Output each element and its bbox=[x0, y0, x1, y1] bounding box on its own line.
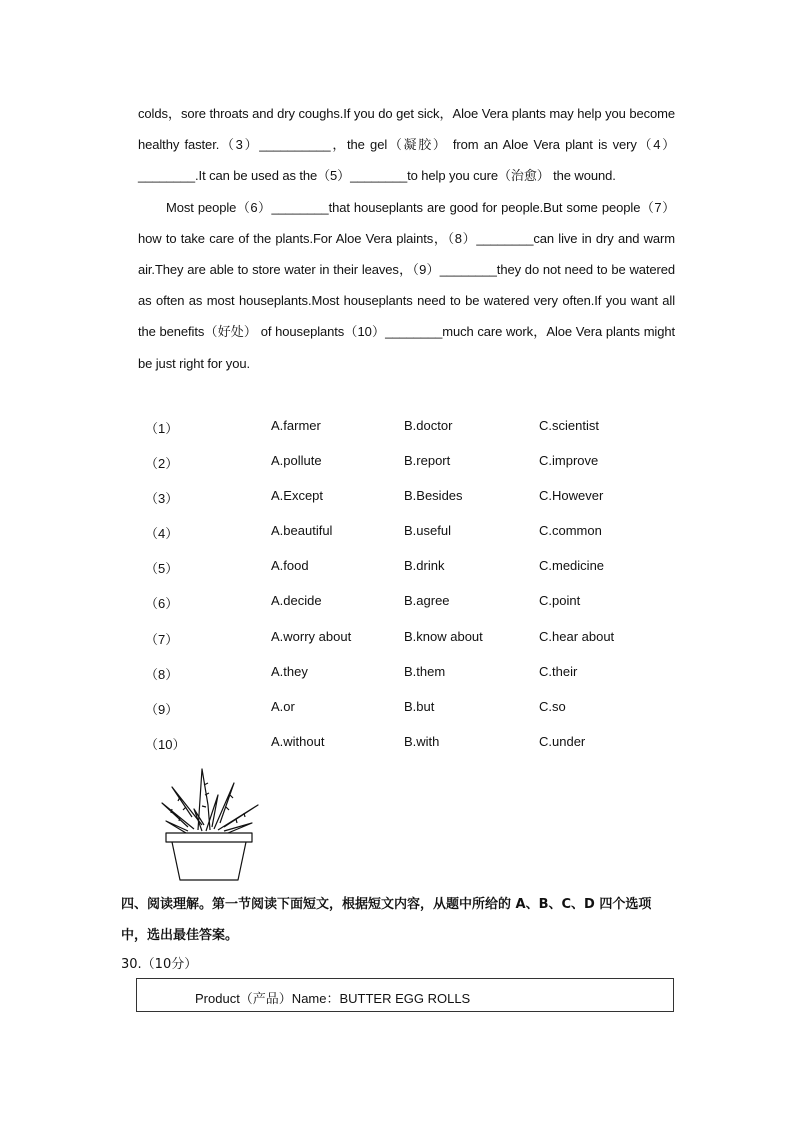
option-a: A.pollute bbox=[271, 453, 322, 469]
question-number: （7） bbox=[145, 631, 179, 647]
option-row bbox=[145, 587, 665, 622]
option-b: B.Besides bbox=[404, 488, 463, 504]
option-row bbox=[145, 658, 665, 693]
option-b: B.doctor bbox=[404, 418, 453, 433]
option-b: B.with bbox=[404, 733, 440, 749]
option-a: A.farmer bbox=[271, 418, 321, 433]
options-table bbox=[145, 412, 665, 763]
option-a: A.Except bbox=[271, 488, 324, 504]
option-b: B.them bbox=[404, 663, 446, 679]
product-box bbox=[136, 978, 674, 1012]
option-c: C.so bbox=[539, 698, 566, 714]
option-a: A.decide bbox=[271, 593, 322, 609]
option-row bbox=[145, 552, 665, 587]
option-b: B.drink bbox=[404, 558, 445, 574]
option-b: B.report bbox=[404, 453, 451, 469]
option-c: C.point bbox=[539, 593, 581, 609]
option-a: A.they bbox=[271, 663, 308, 679]
option-c: C.scientist bbox=[539, 418, 599, 433]
option-c: C.common bbox=[539, 523, 602, 539]
question-number-30: 30.（10分） bbox=[121, 957, 198, 972]
cloze-passage bbox=[138, 98, 675, 379]
product-name: Product（产品）Name：BUTTER EGG ROLLS bbox=[195, 991, 471, 1006]
question-number: （9） bbox=[145, 701, 179, 717]
question-number: （8） bbox=[145, 666, 179, 682]
option-b: B.but bbox=[404, 698, 435, 714]
option-row bbox=[145, 693, 665, 728]
question-number: （4） bbox=[145, 526, 179, 542]
option-b: B.agree bbox=[404, 593, 450, 609]
option-c: C.improve bbox=[539, 453, 599, 469]
option-c: C.medicine bbox=[539, 558, 605, 574]
option-c: C.However bbox=[539, 488, 604, 504]
passage-paragraph-1: colds，sore throats and dry coughs.If you do get sick，Aloe Vera plants may help you become healthy faster.（3）__________，the gel（凝胶） from an Aloe Vera plant is very（4）________.It can be used as the（5）________to help you cure（治愈） the wound. bbox=[138, 106, 675, 184]
aloe-plant-illustration bbox=[158, 765, 262, 883]
option-a: A.beautiful bbox=[271, 523, 333, 539]
option-c: C.hear about bbox=[539, 628, 615, 644]
question-number: （3） bbox=[145, 491, 179, 507]
option-row bbox=[145, 412, 665, 447]
option-row bbox=[145, 728, 665, 763]
passage-paragraph-2: Most people（6）________that houseplants are good for people.But some people（7）how to take care of the plants.For Aloe Vera plaints，（8）________can live in dry and warm air.They are able to store water in their leaves，（9）________they do not need to be watered as often as most houseplants.Most houseplants need to be watered very often.If you want all the benefits（好处） of houseplants（10）________much care work，Aloe Vera plants might be just right for you. bbox=[138, 199, 675, 371]
question-number: （5） bbox=[145, 561, 179, 577]
option-row bbox=[145, 623, 665, 658]
question-number: （1） bbox=[145, 421, 179, 436]
question-number: （2） bbox=[145, 456, 179, 472]
option-row bbox=[145, 482, 665, 517]
option-a: A.food bbox=[271, 558, 309, 574]
option-c: C.their bbox=[539, 663, 578, 679]
option-a: A.without bbox=[271, 733, 325, 749]
option-b: B.know about bbox=[404, 628, 483, 644]
option-row bbox=[145, 517, 665, 552]
option-a: A.or bbox=[271, 698, 295, 714]
option-a: A.worry about bbox=[271, 628, 352, 644]
section-heading: 四、阅读理解。第一节阅读下面短文，根据短文内容，从题中所给的 A、B、C、D 四个选项中，选出最佳答案。 bbox=[121, 897, 652, 943]
option-b: B.useful bbox=[404, 523, 451, 539]
question-number: （6） bbox=[145, 596, 179, 612]
option-row bbox=[145, 447, 665, 482]
option-c: C.under bbox=[539, 733, 586, 749]
question-number: （10） bbox=[145, 736, 186, 752]
